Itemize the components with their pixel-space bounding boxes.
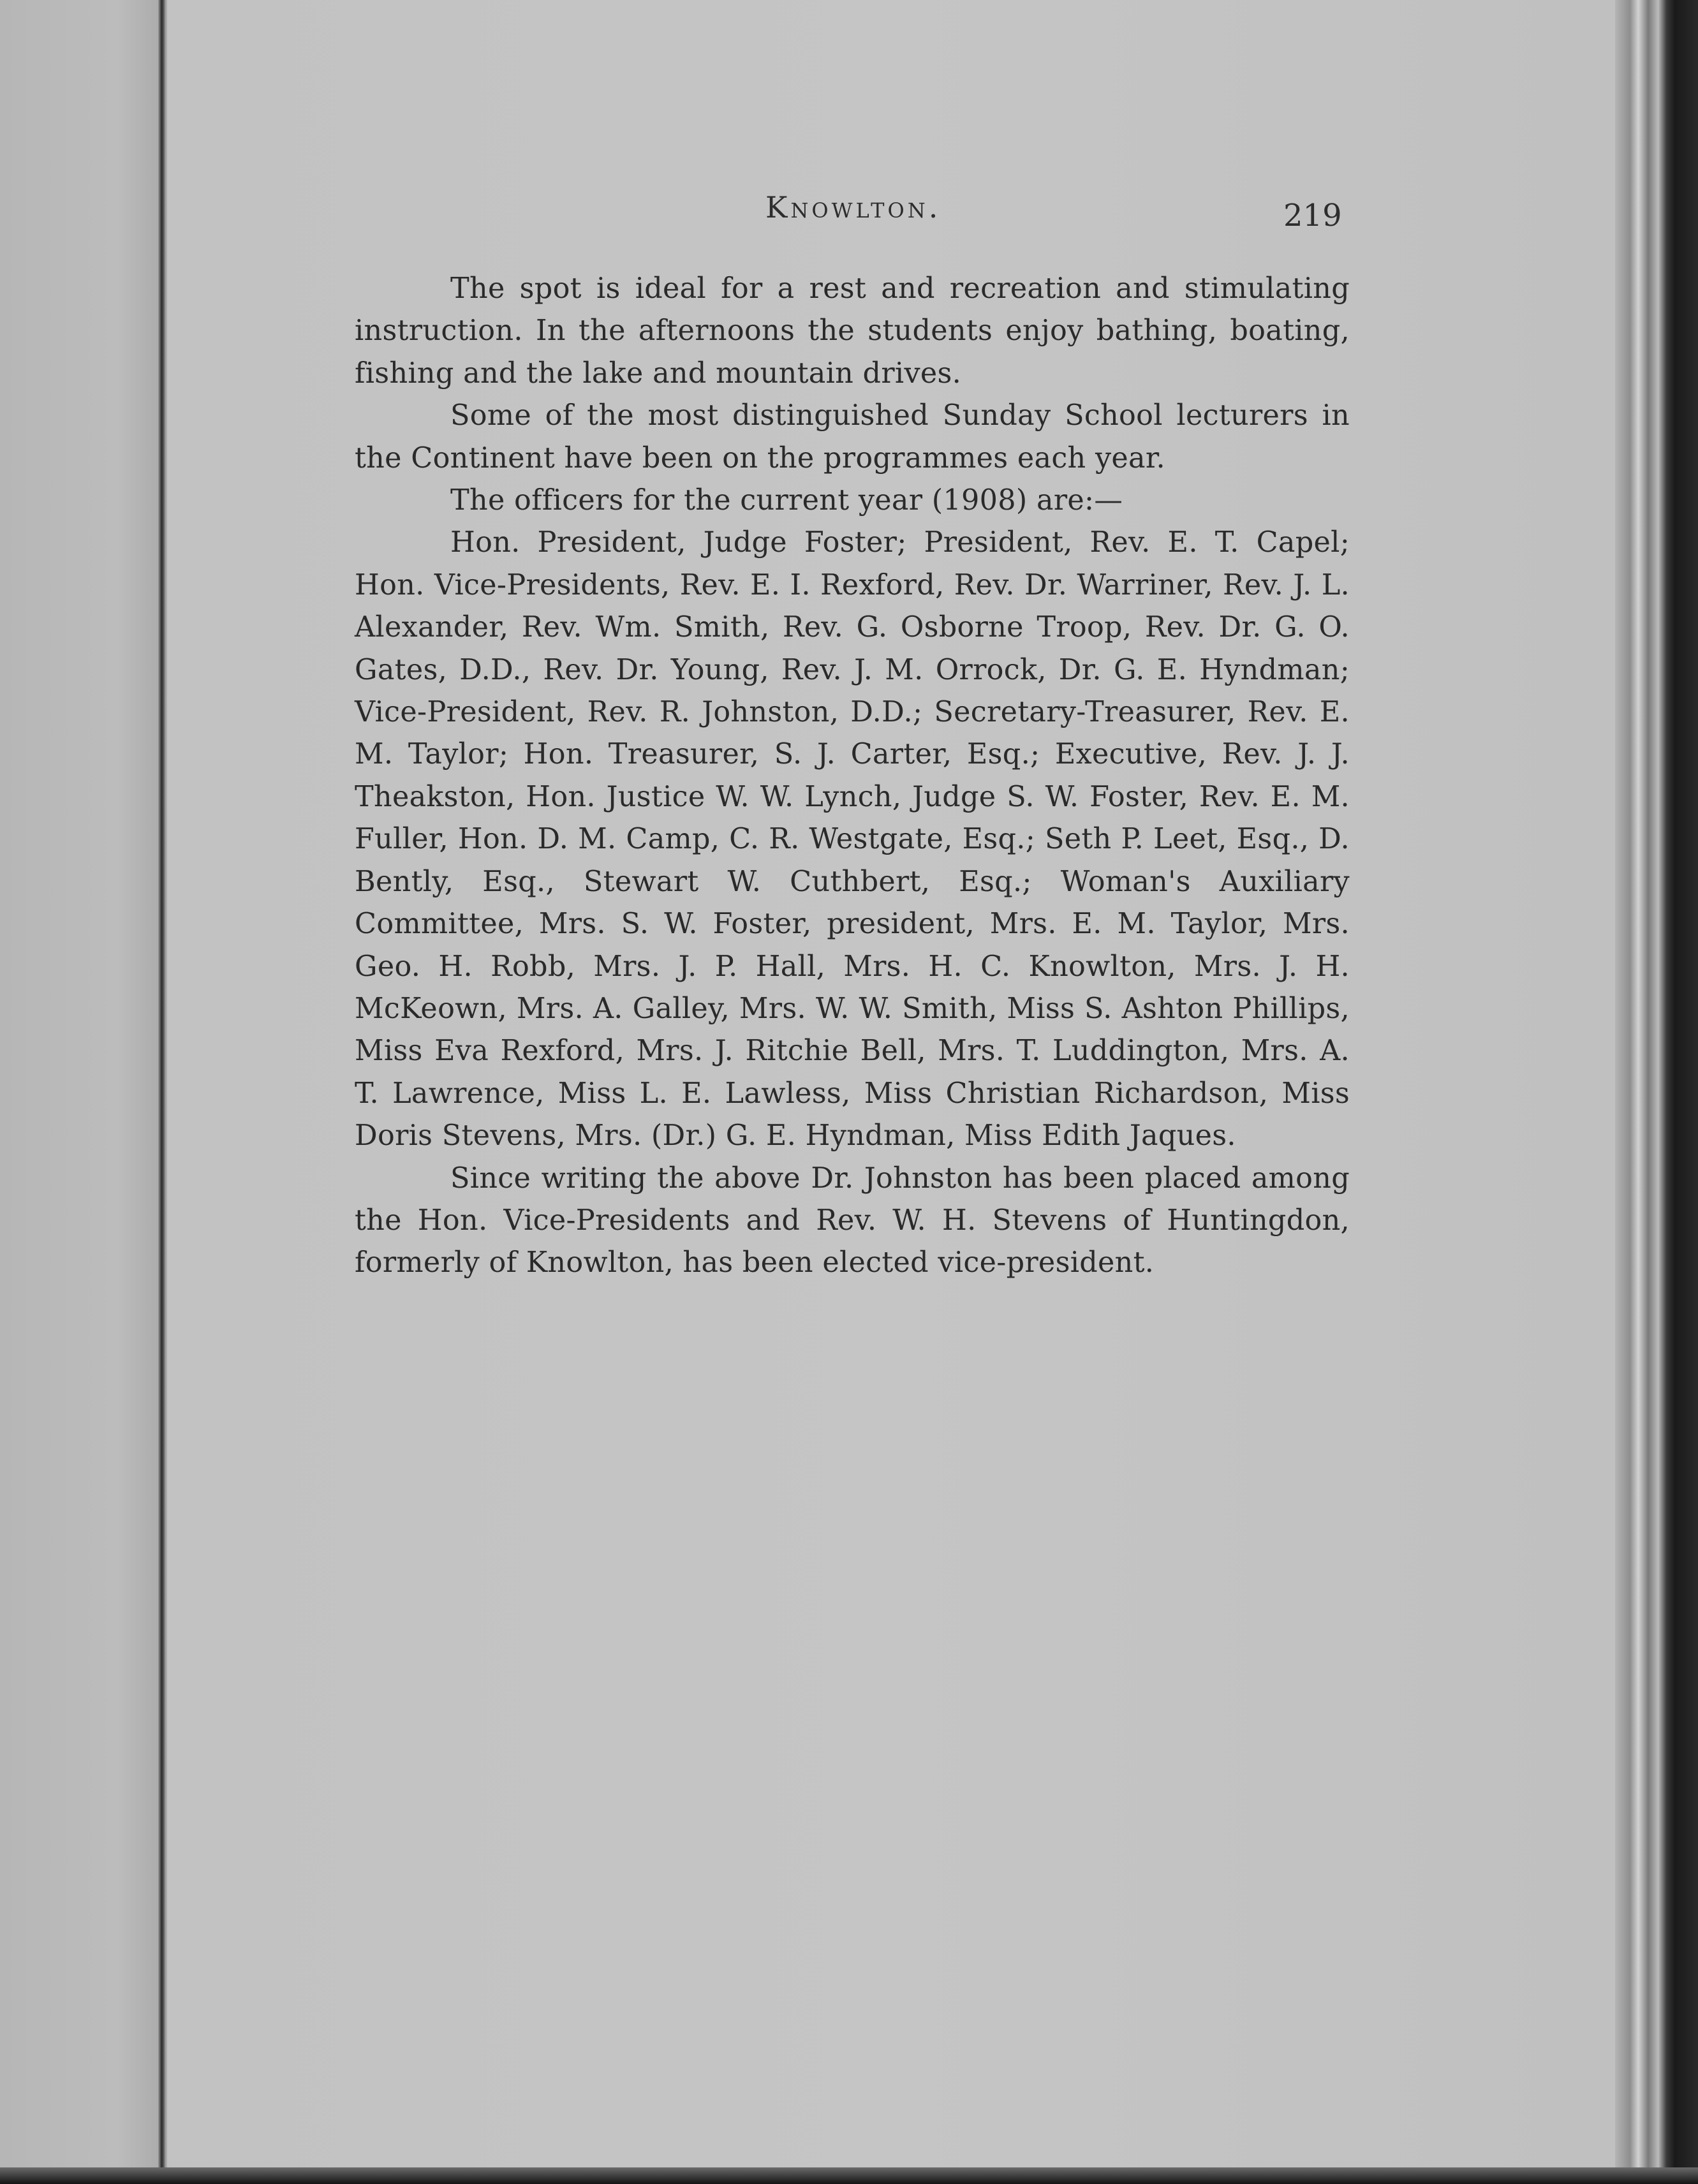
paragraph: The officers for the current year (1908) are:— xyxy=(450,484,1123,517)
paragraph: Since writing the above Dr. Johnston has been placed among the Hon. Vice-Presidents and Rev. W. H. Stevens of Huntingdon, formerly of Knowlton, has been elected vice-president. xyxy=(355,1162,1350,1280)
paragraph: Some of the most distinguished Sunday School lecturers in the Continent have been on the programmes each year. xyxy=(355,399,1350,475)
paragraph: Hon. President, Judge Foster; President, Rev. E. T. Capel; Hon. Vice-Presidents, Rev. E. I. Rexford, Rev. Dr. Warriner, Rev. J. L. Alexander, Rev. Wm. Smith, Rev. G. Osborne Troop, Rev. Dr. G. O. Gates, D.D., Rev. Dr. Young, Rev. J. M. Orrock, Dr. G. E. Hyndman; Vice-President, Rev. R. Johnston, D.D.; Secretary-Treasurer, Rev. E. M. Taylor; Hon. Treasurer, S. J. Carter, Esq.; Executive, Rev. J. J. Theakston, Hon. Justice W. W. Lynch, Judge S. W. Foster, Rev. E. M. Fuller, Hon. D. M. Camp, C. R. Westgate, Esq.; Seth P. Leet, Esq., D. Bently, Esq., Stewart W. Cuthbert, Esq.; Woman's Auxiliary Committee, Mrs. S. W. Foster, president, Mrs. E. M. Taylor, Mrs. Geo. H. Robb, Mrs. J. P. Hall, Mrs. H. C. Knowlton, Mrs. J. H. McKeown, Mrs. A. Galley, Mrs. W. W. Smith, Miss S. Ashton Phillips, Miss Eva Rexford, Mrs. J. Ritchie Bell, Mrs. T. Luddington, Mrs. A. T. Lawrence, Miss L. E. Lawless, Miss Christian Richardson, Miss Doris Stevens, Mrs. (Dr.) G. E. Hyndman, Miss Edith Jaques. xyxy=(355,526,1350,1153)
page-number: 219 xyxy=(1283,198,1342,233)
body-text xyxy=(355,268,1350,1285)
page-edge xyxy=(1615,0,1698,2184)
running-title: Knowlton. xyxy=(765,190,941,225)
binding-gutter xyxy=(0,0,167,2184)
binding-shadow xyxy=(158,0,166,2184)
bottom-shadow xyxy=(0,2167,1698,2184)
paragraph: The spot is ideal for a rest and recreation and stimulating instruction. In the afternoons the students enjoy bathing, boating, fishing and the lake and mountain drives. xyxy=(355,272,1350,390)
